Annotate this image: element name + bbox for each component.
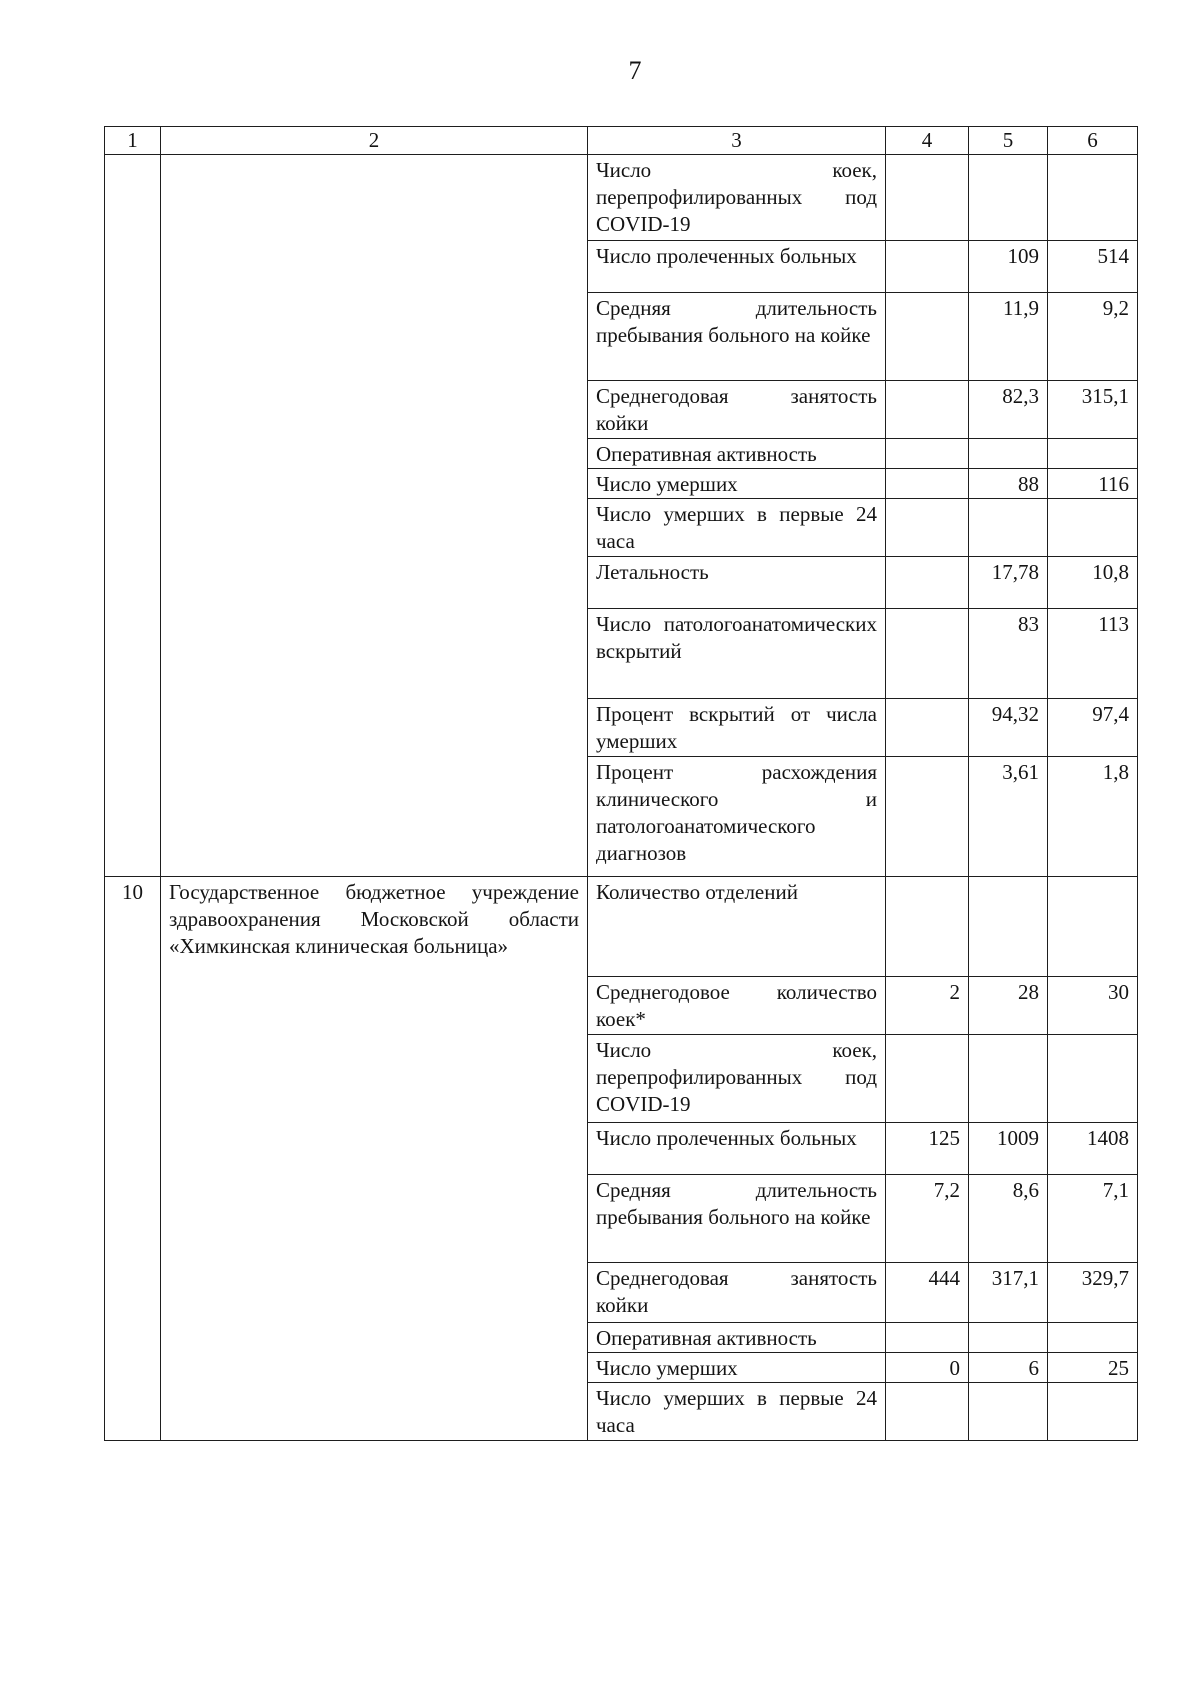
value-cell-col4 <box>886 241 969 293</box>
value-cell-col6: 7,1 <box>1048 1175 1138 1263</box>
value-cell-col5: 3,61 <box>969 757 1048 877</box>
row-number-cell: 10 <box>105 877 161 1441</box>
value-cell-col4: 444 <box>886 1263 969 1323</box>
value-cell-col4: 0 <box>886 1353 969 1383</box>
column-header-4: 4 <box>886 127 969 155</box>
value-cell-col4 <box>886 557 969 609</box>
table-row <box>105 877 1138 977</box>
value-cell-col6: 25 <box>1048 1353 1138 1383</box>
indicator-cell: Число умерших в первые 24 часа <box>588 1383 886 1441</box>
value-cell-col5 <box>969 1323 1048 1353</box>
value-cell-col5: 11,9 <box>969 293 1048 381</box>
value-cell-col5 <box>969 877 1048 977</box>
value-cell-col4: 125 <box>886 1123 969 1175</box>
value-cell-col6: 329,7 <box>1048 1263 1138 1323</box>
value-cell-col5: 1009 <box>969 1123 1048 1175</box>
value-cell-col6 <box>1048 877 1138 977</box>
value-cell-col5: 6 <box>969 1353 1048 1383</box>
indicator-cell: Число пролеченных больных <box>588 241 886 293</box>
indicator-cell: Число коек, перепрофилированных под COVID-19 <box>588 1035 886 1123</box>
value-cell-col5: 88 <box>969 469 1048 499</box>
value-cell-col4 <box>886 439 969 469</box>
value-cell-col6: 315,1 <box>1048 381 1138 439</box>
value-cell-col5: 17,78 <box>969 557 1048 609</box>
value-cell-col5 <box>969 1383 1048 1441</box>
value-cell-col4 <box>886 609 969 699</box>
indicator-cell: Среднегодовое количество коек* <box>588 977 886 1035</box>
value-cell-col5: 83 <box>969 609 1048 699</box>
value-cell-col4 <box>886 699 969 757</box>
column-header-2: 2 <box>161 127 588 155</box>
value-cell-col4 <box>886 293 969 381</box>
indicator-cell: Среднегодовая занятость койки <box>588 1263 886 1323</box>
indicator-cell: Летальность <box>588 557 886 609</box>
value-cell-col6: 113 <box>1048 609 1138 699</box>
indicator-cell: Оперативная активность <box>588 439 886 469</box>
value-cell-col6: 1,8 <box>1048 757 1138 877</box>
value-cell-col6: 30 <box>1048 977 1138 1035</box>
value-cell-col6: 97,4 <box>1048 699 1138 757</box>
value-cell-col5 <box>969 499 1048 557</box>
value-cell-col5 <box>969 439 1048 469</box>
indicator-cell: Процент расхождения клинического и патологоанатомического диагнозов <box>588 757 886 877</box>
value-cell-col6: 514 <box>1048 241 1138 293</box>
value-cell-col6 <box>1048 439 1138 469</box>
row-number-cell <box>105 155 161 877</box>
value-cell-col5: 8,6 <box>969 1175 1048 1263</box>
value-cell-col5: 317,1 <box>969 1263 1048 1323</box>
value-cell-col5 <box>969 1035 1048 1123</box>
statistics-table <box>104 126 1138 1441</box>
value-cell-col6 <box>1048 1383 1138 1441</box>
institution-name-cell: Государственное бюджетное учреждение здравоохранения Московской области «Химкинская клиническая больница» <box>161 877 588 1441</box>
value-cell-col6: 9,2 <box>1048 293 1138 381</box>
value-cell-col4: 2 <box>886 977 969 1035</box>
indicator-cell: Оперативная активность <box>588 1323 886 1353</box>
value-cell-col4 <box>886 1323 969 1353</box>
value-cell-col4 <box>886 381 969 439</box>
value-cell-col4 <box>886 877 969 977</box>
indicator-cell: Среднегодовая занятость койки <box>588 381 886 439</box>
value-cell-col4 <box>886 499 969 557</box>
indicator-cell: Число коек, перепрофилированных под COVID-19 <box>588 155 886 241</box>
value-cell-col6: 116 <box>1048 469 1138 499</box>
column-numbers-row <box>105 127 1138 155</box>
value-cell-col4 <box>886 1035 969 1123</box>
indicator-cell: Средняя длительность пребывания больного на койке <box>588 293 886 381</box>
indicator-cell: Число патологоанатомических вскрытий <box>588 609 886 699</box>
value-cell-col5: 82,3 <box>969 381 1048 439</box>
value-cell-col6: 10,8 <box>1048 557 1138 609</box>
value-cell-col5 <box>969 155 1048 241</box>
column-header-1: 1 <box>105 127 161 155</box>
column-header-5: 5 <box>969 127 1048 155</box>
indicator-cell: Число умерших в первые 24 часа <box>588 499 886 557</box>
indicator-cell: Количество отделений <box>588 877 886 977</box>
value-cell-col6: 1408 <box>1048 1123 1138 1175</box>
value-cell-col4 <box>886 155 969 241</box>
value-cell-col6 <box>1048 155 1138 241</box>
value-cell-col5: 109 <box>969 241 1048 293</box>
page-number: 7 <box>628 56 642 85</box>
column-header-6: 6 <box>1048 127 1138 155</box>
indicator-cell: Процент вскрытий от числа умерших <box>588 699 886 757</box>
indicator-cell: Средняя длительность пребывания больного на койке <box>588 1175 886 1263</box>
column-header-3: 3 <box>588 127 886 155</box>
indicator-cell: Число умерших <box>588 1353 886 1383</box>
value-cell-col4: 7,2 <box>886 1175 969 1263</box>
value-cell-col6 <box>1048 499 1138 557</box>
indicator-cell: Число пролеченных больных <box>588 1123 886 1175</box>
value-cell-col4 <box>886 757 969 877</box>
value-cell-col6 <box>1048 1035 1138 1123</box>
institution-name-cell <box>161 155 588 877</box>
indicator-cell: Число умерших <box>588 469 886 499</box>
value-cell-col4 <box>886 469 969 499</box>
value-cell-col6 <box>1048 1323 1138 1353</box>
value-cell-col5: 94,32 <box>969 699 1048 757</box>
value-cell-col5: 28 <box>969 977 1048 1035</box>
table-row <box>105 155 1138 241</box>
value-cell-col4 <box>886 1383 969 1441</box>
